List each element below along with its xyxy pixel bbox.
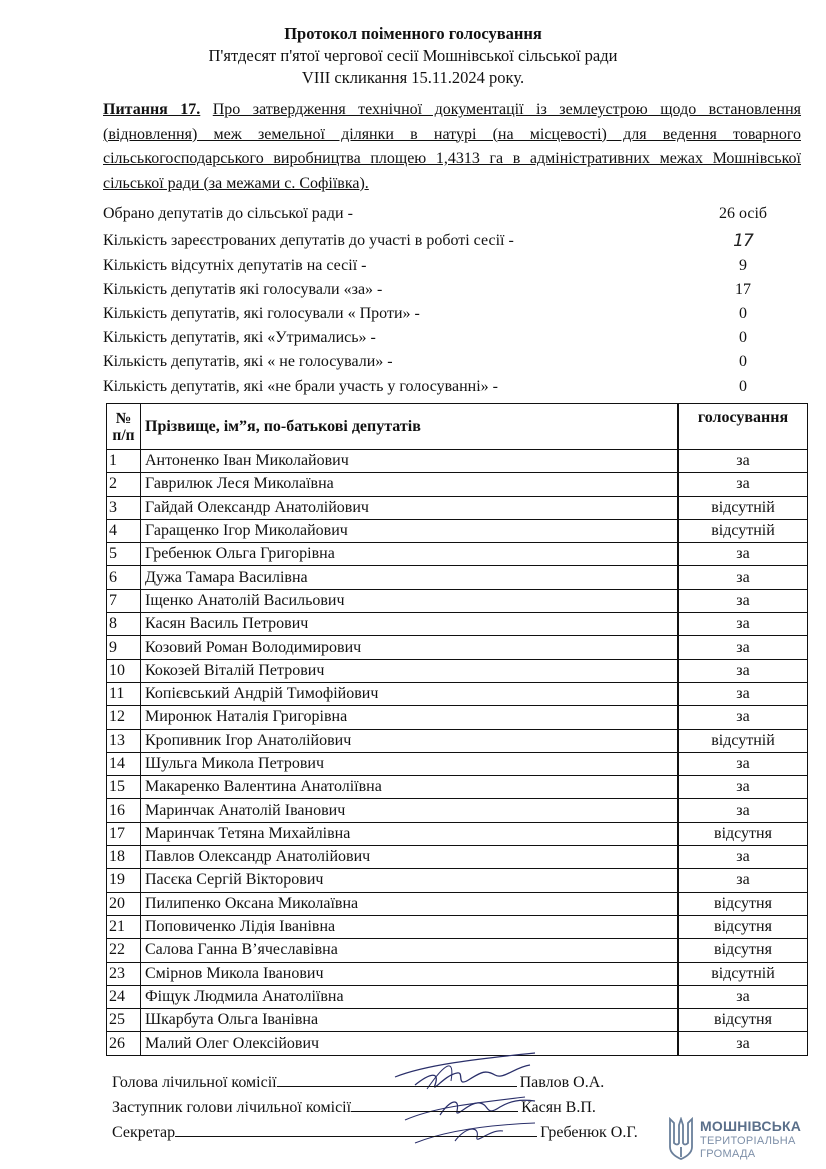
row-number: 26 bbox=[107, 1032, 141, 1055]
deputy-name: Смірнов Микола Іванович bbox=[141, 962, 679, 985]
vote-result: відсутня bbox=[678, 915, 808, 938]
table-row bbox=[107, 519, 808, 542]
deputy-name: Іщенко Анатолій Васильович bbox=[141, 589, 679, 612]
deputy-name: Дужа Тамара Василівна bbox=[141, 566, 679, 589]
signer-name: Павлов О.А. bbox=[519, 1074, 605, 1091]
row-number: 2 bbox=[107, 473, 141, 496]
deputy-name: Кокозей Віталій Петрович bbox=[141, 659, 679, 682]
row-number: 25 bbox=[107, 1009, 141, 1032]
signature-role: Голова лічильної комісії bbox=[112, 1074, 277, 1091]
vote-result: відсутня bbox=[678, 1009, 808, 1032]
community-logo bbox=[668, 1117, 808, 1165]
votes-table-body bbox=[107, 450, 808, 1056]
stat-line bbox=[103, 202, 803, 226]
row-number: 8 bbox=[107, 613, 141, 636]
vote-result: відсутній bbox=[678, 729, 808, 752]
table-row bbox=[107, 1009, 808, 1032]
deputy-name: Гаращенко Ігор Миколайович bbox=[141, 519, 679, 542]
stat-line bbox=[103, 229, 803, 253]
deputy-name: Гаврилюк Леся Миколаївна bbox=[141, 473, 679, 496]
vote-result: відсутня bbox=[678, 892, 808, 915]
deputy-name: Гребенюк Ольга Григорівна bbox=[141, 543, 679, 566]
row-number: 4 bbox=[107, 519, 141, 542]
vote-result: за bbox=[678, 682, 808, 705]
deputy-name: Антоненко Іван Миколайович bbox=[141, 450, 679, 473]
votes-table bbox=[106, 403, 808, 1056]
deputy-name: Касян Василь Петрович bbox=[141, 613, 679, 636]
vote-result: за bbox=[678, 589, 808, 612]
row-number: 7 bbox=[107, 589, 141, 612]
signer-name: Гребенюк О.Г. bbox=[540, 1124, 638, 1141]
row-number: 15 bbox=[107, 776, 141, 799]
stat-value: 9 bbox=[739, 257, 747, 274]
question-text: Про затвердження технічної документації із землеустрою щодо встановлення (відновлення) меж земельної ділянки в натурі (на місцевості) для ведення товарного сільськогосподарського виробництва площею 1,4313 га в адміністративних межах Мошнівської сільської ради (за межами с. Софіївка). bbox=[103, 101, 802, 192]
signature-underline bbox=[175, 1122, 537, 1137]
signature-line bbox=[112, 1072, 604, 1094]
vote-result: за bbox=[678, 473, 808, 496]
vote-result: за bbox=[678, 1032, 808, 1055]
deputy-name: Павлов Олександр Анатолійович bbox=[141, 846, 679, 869]
deputy-name: Маринчак Анатолій Іванович bbox=[141, 799, 679, 822]
table-row bbox=[107, 636, 808, 659]
session-subtitle: П'ятдесят п'ятої чергової сесії Мошнівської сільської ради bbox=[208, 46, 618, 65]
deputy-name: Шульга Микола Петрович bbox=[141, 752, 679, 775]
row-number: 12 bbox=[107, 706, 141, 729]
signature-underline bbox=[277, 1072, 517, 1087]
table-row bbox=[107, 752, 808, 775]
row-number: 9 bbox=[107, 636, 141, 659]
stat-label: Кількість депутатів, які голосували « Проти» - bbox=[103, 305, 420, 322]
trident-icon bbox=[668, 1117, 694, 1161]
row-number: 5 bbox=[107, 543, 141, 566]
stat-label: Кількість відсутніх депутатів на сесії - bbox=[103, 257, 367, 274]
signature-role: Заступник голови лічильної комісії bbox=[112, 1099, 352, 1116]
stat-line bbox=[103, 326, 803, 350]
table-row bbox=[107, 450, 808, 473]
table-row bbox=[107, 496, 808, 519]
table-row bbox=[107, 566, 808, 589]
stat-label: Кількість зареєстрованих депутатів до участі в роботі сесії - bbox=[103, 232, 514, 249]
question-block bbox=[103, 98, 801, 196]
row-number: 10 bbox=[107, 659, 141, 682]
vote-result: за bbox=[678, 846, 808, 869]
table-row bbox=[107, 613, 808, 636]
stat-value: 0 bbox=[739, 378, 747, 395]
stat-value: 26 осіб bbox=[718, 205, 768, 222]
vote-result: за bbox=[678, 636, 808, 659]
table-row bbox=[107, 846, 808, 869]
row-number: 24 bbox=[107, 985, 141, 1008]
vote-result: за bbox=[678, 450, 808, 473]
table-row bbox=[107, 799, 808, 822]
deputy-name: Шкарбута Ольга Іванівна bbox=[141, 1009, 679, 1032]
stat-value: 0 bbox=[739, 305, 747, 322]
question-number: Питання 17. bbox=[103, 101, 201, 118]
table-row bbox=[107, 892, 808, 915]
stat-line bbox=[103, 278, 803, 302]
logo-line3: ГРОМАДА bbox=[700, 1148, 756, 1160]
table-row bbox=[107, 776, 808, 799]
table-row bbox=[107, 589, 808, 612]
stat-line bbox=[103, 302, 803, 326]
row-number: 23 bbox=[107, 962, 141, 985]
row-number: 18 bbox=[107, 846, 141, 869]
table-row bbox=[107, 869, 808, 892]
table-row bbox=[107, 706, 808, 729]
stat-label: Кількість депутатів, які «Утримались» - bbox=[103, 329, 376, 346]
table-row bbox=[107, 962, 808, 985]
vote-result: за bbox=[678, 985, 808, 1008]
vote-result: за bbox=[678, 776, 808, 799]
table-row bbox=[107, 939, 808, 962]
stat-line bbox=[103, 254, 803, 278]
vote-result: за bbox=[678, 869, 808, 892]
vote-result: відсутня bbox=[678, 939, 808, 962]
deputy-name: Малий Олег Олексійович bbox=[141, 1032, 679, 1055]
signature-role: Секретар bbox=[112, 1124, 176, 1141]
stat-label: Кількість депутатів, які «не брали участь у голосуванні» - bbox=[103, 378, 498, 395]
table-row bbox=[107, 682, 808, 705]
signature-underline bbox=[351, 1097, 518, 1112]
vote-result: за bbox=[678, 613, 808, 636]
column-header-name: Прізвище, ім”я, по-батькові депутатів bbox=[141, 404, 679, 450]
deputy-name: Салова Ганна В’ячеславівна bbox=[141, 939, 679, 962]
deputy-name: Гайдай Олександр Анатолійович bbox=[141, 496, 679, 519]
table-row bbox=[107, 659, 808, 682]
row-number: 11 bbox=[107, 682, 141, 705]
table-row bbox=[107, 985, 808, 1008]
vote-result: за bbox=[678, 706, 808, 729]
vote-result: відсутня bbox=[678, 822, 808, 845]
stat-label: Обрано депутатів до сільської ради - bbox=[103, 205, 353, 222]
row-number: 16 bbox=[107, 799, 141, 822]
row-number: 14 bbox=[107, 752, 141, 775]
table-row bbox=[107, 543, 808, 566]
signer-name: Касян В.П. bbox=[521, 1099, 596, 1116]
column-header-number: № п/п bbox=[107, 404, 141, 450]
vote-result: за bbox=[678, 659, 808, 682]
stat-value: 0 bbox=[739, 329, 747, 346]
vote-result: за bbox=[678, 799, 808, 822]
table-row bbox=[107, 473, 808, 496]
column-header-vote: голосування bbox=[678, 404, 808, 450]
row-number: 6 bbox=[107, 566, 141, 589]
vote-result: відсутній bbox=[678, 496, 808, 519]
table-header-row bbox=[107, 404, 808, 450]
deputy-name: Фіщук Людмила Анатоліївна bbox=[141, 985, 679, 1008]
deputy-name: Пилипенко Оксана Миколаївна bbox=[141, 892, 679, 915]
deputy-name: Поповиченко Лідія Іванівна bbox=[141, 915, 679, 938]
row-number: 1 bbox=[107, 450, 141, 473]
signature-line bbox=[112, 1097, 596, 1119]
logo-line1: МОШНІВСЬКА bbox=[700, 1118, 802, 1134]
vote-result: за bbox=[678, 543, 808, 566]
row-number: 13 bbox=[107, 729, 141, 752]
table-row bbox=[107, 915, 808, 938]
stat-line bbox=[103, 350, 803, 374]
deputy-name: Пасєка Сергій Вікторович bbox=[141, 869, 679, 892]
row-number: 19 bbox=[107, 869, 141, 892]
stat-value: 17 bbox=[735, 281, 751, 298]
logo-line2: ТЕРИТОРІАЛЬНА bbox=[700, 1135, 796, 1147]
stat-label: Кількість депутатів, які « не голосували» - bbox=[103, 353, 393, 370]
table-row bbox=[107, 729, 808, 752]
row-number: 17 bbox=[107, 822, 141, 845]
deputy-name: Копієвський Андрій Тимофійович bbox=[141, 682, 679, 705]
row-number: 22 bbox=[107, 939, 141, 962]
deputy-name: Макаренко Валентина Анатоліївна bbox=[141, 776, 679, 799]
protocol-title: Протокол поіменного голосування bbox=[284, 24, 542, 43]
row-number: 21 bbox=[107, 915, 141, 938]
row-number: 20 bbox=[107, 892, 141, 915]
deputy-name: Козовий Роман Володимирович bbox=[141, 636, 679, 659]
vote-result: за bbox=[678, 566, 808, 589]
stat-line bbox=[103, 375, 803, 399]
deputy-name: Маринчак Тетяна Михайлівна bbox=[141, 822, 679, 845]
stat-label: Кількість депутатів які голосували «за» - bbox=[103, 281, 383, 298]
stat-value: 0 bbox=[739, 353, 747, 370]
vote-result: відсутній bbox=[678, 962, 808, 985]
row-number: 3 bbox=[107, 496, 141, 519]
deputy-name: Кропивник Ігор Анатолійович bbox=[141, 729, 679, 752]
stat-value: 17 bbox=[733, 231, 753, 251]
table-row bbox=[107, 822, 808, 845]
vote-result: відсутній bbox=[678, 519, 808, 542]
vote-result: за bbox=[678, 752, 808, 775]
signature-line bbox=[112, 1122, 638, 1144]
convocation-date: VIII скликання 15.11.2024 року. bbox=[301, 68, 525, 87]
deputy-name: Миронюк Наталія Григорівна bbox=[141, 706, 679, 729]
